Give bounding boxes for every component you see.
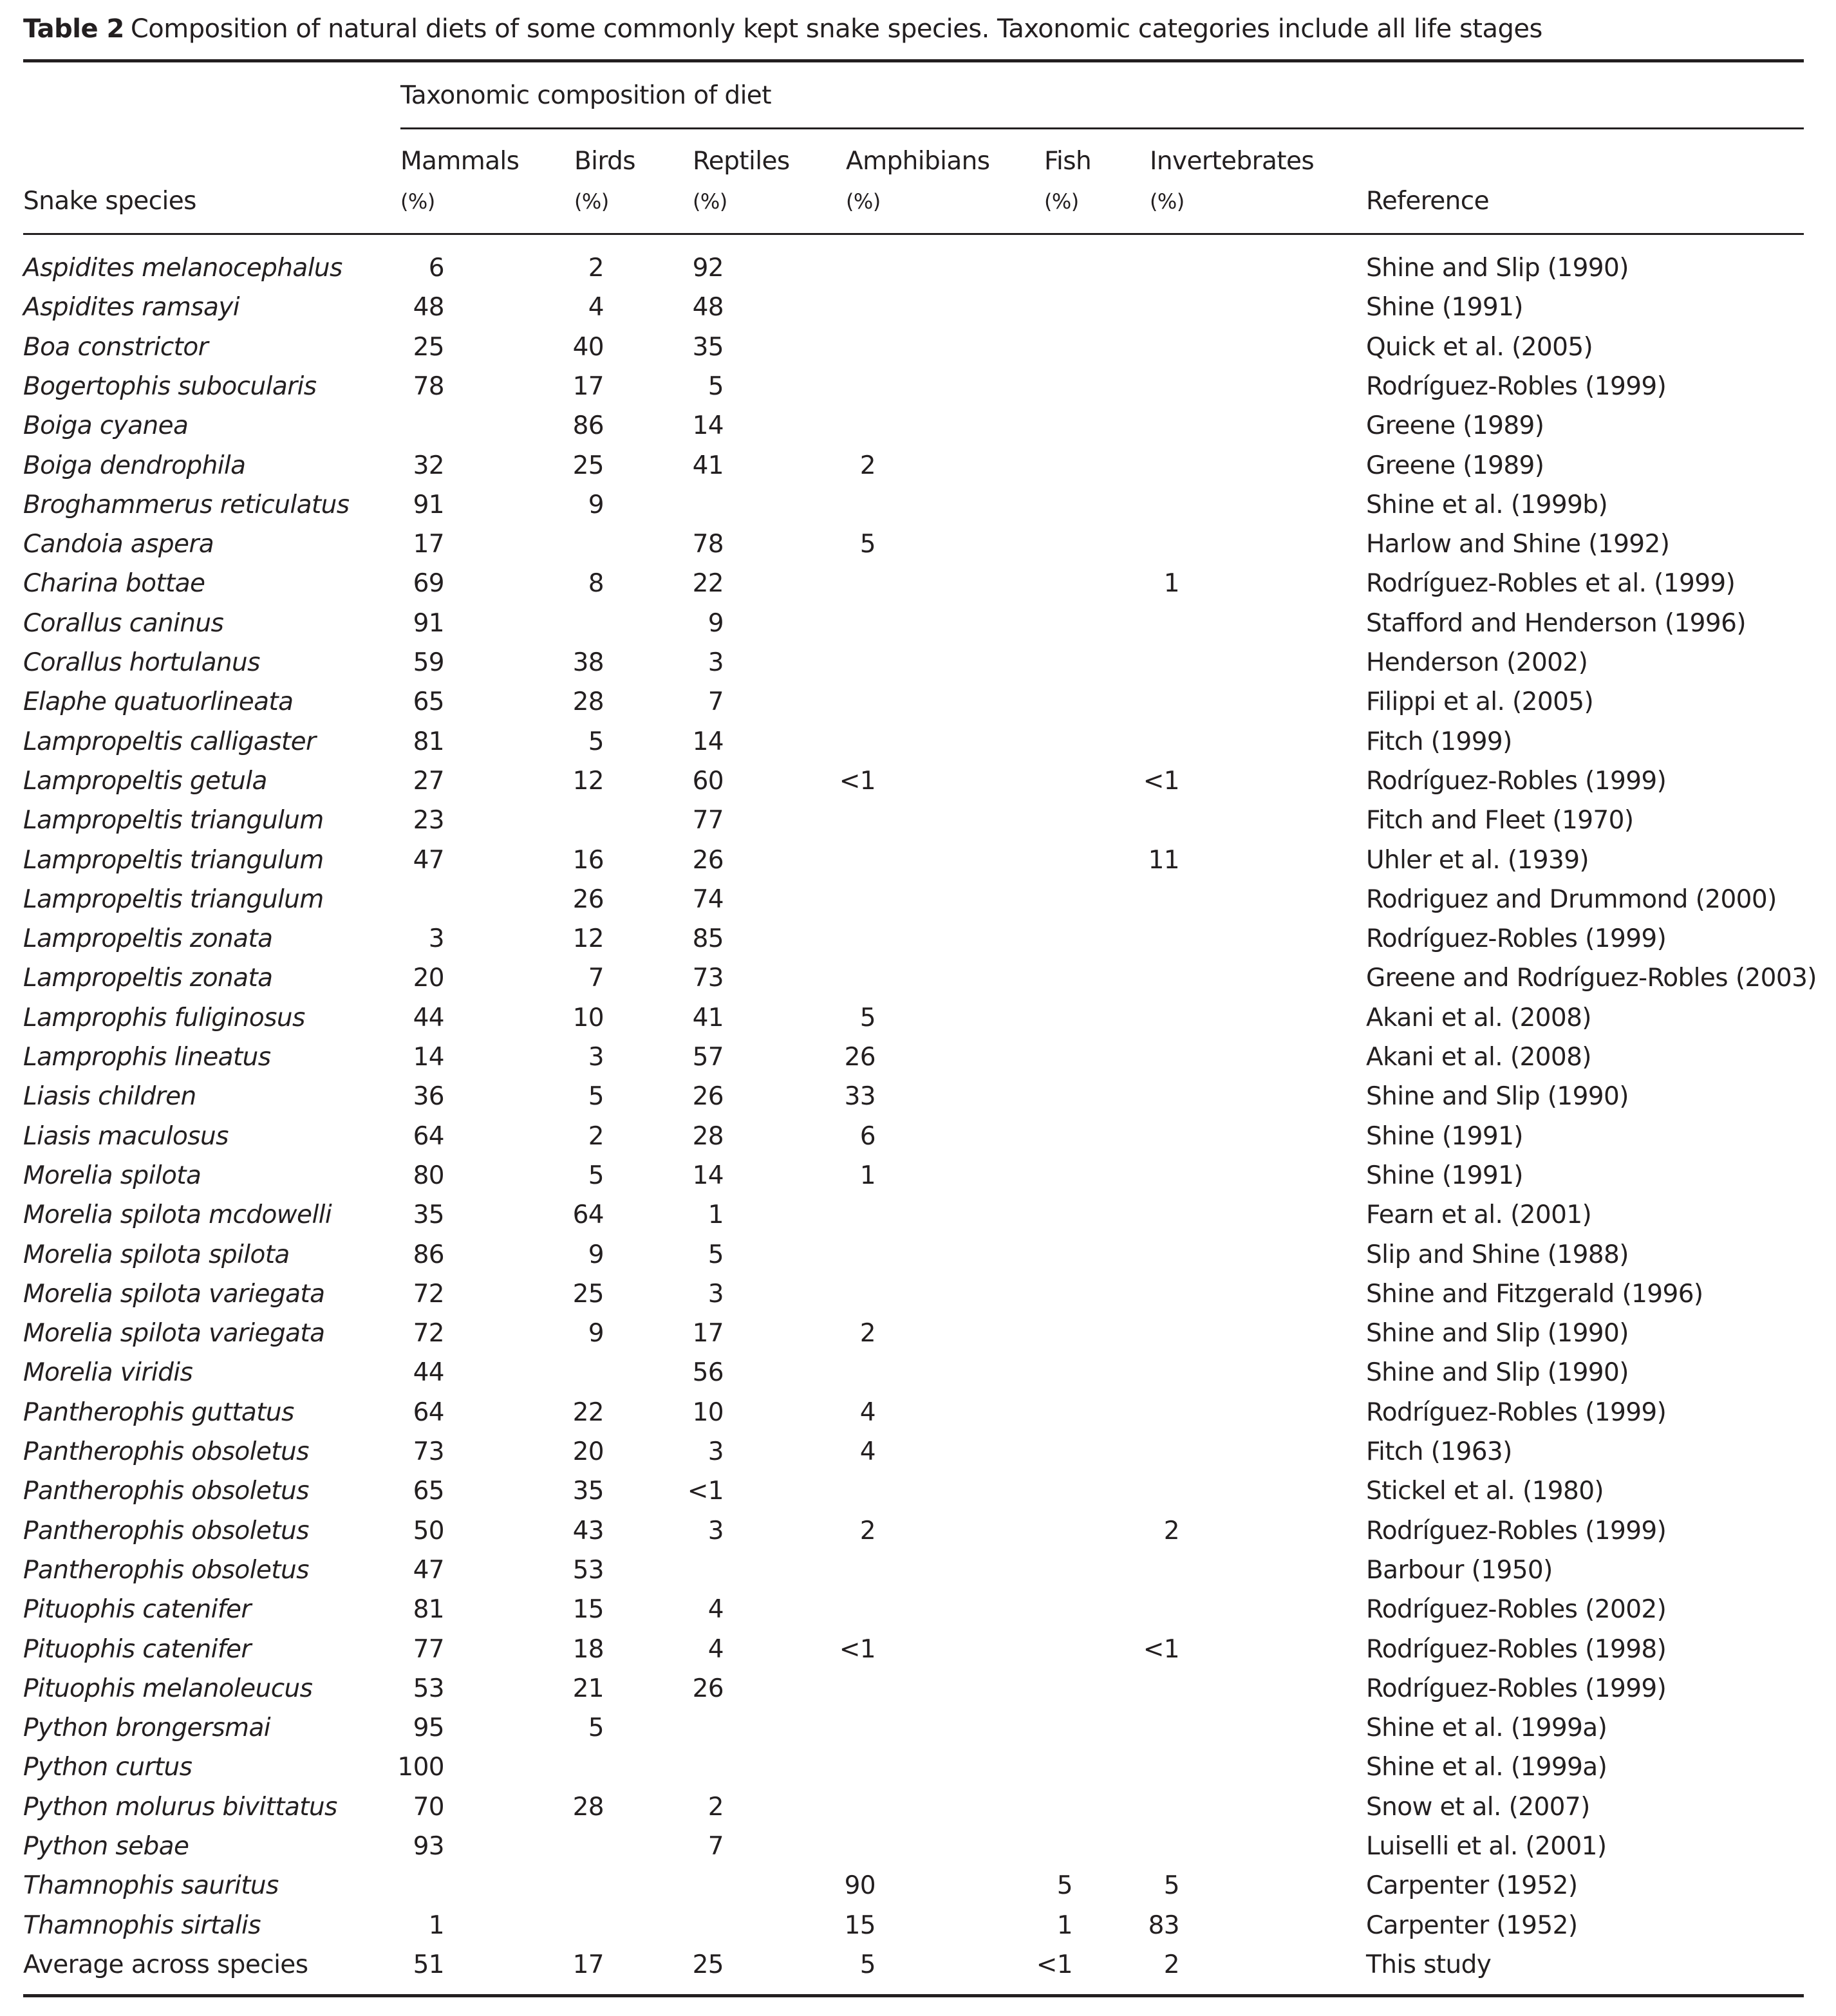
table-row: [0, 1793, 1836, 1832]
mammals-cell: 100: [397, 1753, 444, 1782]
reference-cell: Rodríguez-Robles (1999): [1366, 924, 1667, 954]
species-cell: Thamnophis sirtalis: [23, 1910, 261, 1940]
birds-cell: 5: [588, 1713, 604, 1743]
header-species: Snake species: [23, 187, 196, 216]
reptiles-cell: 26: [692, 845, 724, 875]
species-cell: Pantherophis obsoletus: [23, 1516, 309, 1545]
birds-cell: 7: [588, 964, 604, 993]
fish-cell: 5: [1056, 1871, 1073, 1901]
reference-cell: Rodríguez-Robles (1999): [1366, 1516, 1667, 1545]
reptiles-cell: 78: [692, 530, 724, 559]
table-row: [0, 1556, 1836, 1595]
mammals-cell: 1: [428, 1910, 444, 1940]
invertebrates-cell: 5: [1163, 1871, 1179, 1901]
mammals-cell: 44: [413, 1358, 444, 1388]
table-row: [0, 1161, 1836, 1200]
mammals-cell: 73: [413, 1437, 444, 1466]
table-row: [0, 806, 1836, 845]
mammals-cell: 95: [413, 1713, 444, 1743]
header-mammals: Mammals: [400, 147, 520, 176]
reptiles-cell: 4: [707, 1595, 724, 1625]
species-cell: Bogertophis subocularis: [23, 371, 317, 401]
mammals-cell: 77: [413, 1634, 444, 1664]
table-row: [0, 1517, 1836, 1556]
table-row: [0, 1595, 1836, 1634]
group-rule: [400, 127, 1804, 129]
mammals-cell: 70: [413, 1792, 444, 1822]
birds-cell: 2: [588, 1121, 604, 1151]
table-row: [0, 254, 1836, 293]
amphibians-cell: 2: [859, 451, 876, 480]
species-cell: Pituophis catenifer: [23, 1634, 251, 1664]
unit-birds: (%): [574, 189, 609, 214]
table-row: [0, 1477, 1836, 1516]
amphibians-cell: 4: [859, 1397, 876, 1427]
birds-cell: 40: [572, 332, 604, 362]
reptiles-cell: 2: [707, 1792, 724, 1822]
table-row: [0, 1437, 1836, 1477]
mammals-cell: 23: [413, 806, 444, 835]
birds-cell: 5: [588, 727, 604, 756]
birds-cell: 22: [572, 1397, 604, 1427]
species-cell: Corallus caninus: [23, 608, 224, 638]
unit-reptiles: (%): [693, 189, 727, 214]
mammals-cell: 47: [413, 1555, 444, 1585]
reference-cell: Quick et al. (2005): [1366, 332, 1593, 362]
reference-cell: Shine and Slip (1990): [1366, 1358, 1629, 1388]
species-cell: Pantherophis obsoletus: [23, 1437, 309, 1466]
birds-cell: 86: [572, 411, 604, 441]
reference-cell: Rodríguez-Robles (1999): [1366, 1397, 1667, 1427]
reptiles-cell: 41: [692, 1003, 724, 1032]
reptiles-cell: 77: [692, 806, 724, 835]
birds-cell: 12: [572, 924, 604, 954]
invertebrates-cell: 83: [1148, 1910, 1179, 1940]
table-row: [0, 1832, 1836, 1871]
reference-cell: Harlow and Shine (1992): [1366, 530, 1670, 559]
species-cell: Python curtus: [23, 1753, 192, 1782]
reference-cell: Fearn et al. (2001): [1366, 1200, 1592, 1230]
species-cell: Aspidites melanocephalus: [23, 254, 342, 283]
reptiles-cell: 26: [692, 1082, 724, 1112]
amphibians-cell: 90: [844, 1871, 876, 1901]
birds-cell: 2: [588, 254, 604, 283]
mammals-cell: 65: [413, 687, 444, 717]
species-cell: Lampropeltis calligaster: [23, 727, 316, 756]
reptiles-cell: 35: [692, 332, 724, 362]
species-cell: Morelia spilota spilota: [23, 1240, 290, 1269]
table-row: [0, 490, 1836, 530]
species-cell: Thamnophis sauritus: [23, 1871, 279, 1901]
reference-cell: Fitch and Fleet (1970): [1366, 806, 1634, 835]
mammals-cell: 78: [413, 371, 444, 401]
species-cell: Liasis maculosus: [23, 1121, 229, 1151]
table-row: [0, 1871, 1836, 1910]
table-row: [0, 1911, 1836, 1950]
reference-cell: This study: [1366, 1950, 1492, 1979]
mammals-cell: 17: [413, 530, 444, 559]
table-row: [0, 411, 1836, 451]
table-row: [0, 846, 1836, 885]
birds-cell: 25: [572, 451, 604, 480]
table-caption: [23, 14, 1542, 44]
birds-cell: 17: [572, 1950, 604, 1979]
reptiles-cell: 3: [707, 1279, 724, 1309]
fish-cell: 1: [1056, 1910, 1073, 1940]
reptiles-cell: 41: [692, 451, 724, 480]
table-row: [0, 293, 1836, 332]
species-cell: Lampropeltis getula: [23, 766, 267, 796]
invertebrates-cell: 2: [1163, 1516, 1179, 1545]
reference-cell: Rodriguez and Drummond (2000): [1366, 884, 1777, 914]
amphibians-cell: 33: [844, 1082, 876, 1112]
birds-cell: 21: [572, 1674, 604, 1703]
amphibians-cell: 2: [859, 1319, 876, 1349]
birds-cell: 26: [572, 884, 604, 914]
reference-cell: Snow et al. (2007): [1366, 1792, 1590, 1822]
mammals-cell: 91: [413, 608, 444, 638]
birds-cell: 64: [572, 1200, 604, 1230]
table-row: [0, 1043, 1836, 1082]
species-cell: Elaphe quatuorlineata: [23, 687, 294, 717]
reptiles-cell: 7: [707, 1832, 724, 1861]
species-cell: Corallus hortulanus: [23, 648, 260, 677]
table-row: [0, 964, 1836, 1003]
group-header: Taxonomic composition of diet: [400, 81, 771, 110]
mammals-cell: 86: [413, 1240, 444, 1269]
birds-cell: 10: [572, 1003, 604, 1032]
unit-fish: (%): [1044, 189, 1079, 214]
unit-invertebrates: (%): [1150, 189, 1185, 214]
reptiles-cell: 22: [692, 569, 724, 599]
species-cell: Morelia spilota: [23, 1161, 201, 1190]
reptiles-cell: 28: [692, 1121, 724, 1151]
birds-cell: 35: [572, 1477, 604, 1506]
species-cell: Broghammerus reticulatus: [23, 490, 350, 519]
table-row: [0, 1713, 1836, 1753]
birds-cell: 9: [588, 490, 604, 519]
birds-cell: 5: [588, 1082, 604, 1112]
birds-cell: 9: [588, 1319, 604, 1349]
reference-cell: Luiselli et al. (2001): [1366, 1832, 1607, 1861]
reptiles-cell: 17: [692, 1319, 724, 1349]
reptiles-cell: 9: [707, 608, 724, 638]
species-cell: Lampropeltis triangulum: [23, 806, 324, 835]
birds-cell: 3: [588, 1043, 604, 1072]
reptiles-cell: 4: [707, 1634, 724, 1664]
birds-cell: 38: [572, 648, 604, 677]
invertebrates-cell: <1: [1143, 766, 1179, 796]
amphibians-cell: 1: [859, 1161, 876, 1190]
species-cell: Morelia spilota variegata: [23, 1319, 325, 1349]
reference-cell: Shine and Slip (1990): [1366, 1082, 1629, 1112]
mammals-cell: 51: [413, 1950, 444, 1979]
invertebrates-cell: 2: [1163, 1950, 1179, 1979]
reptiles-cell: 14: [692, 1161, 724, 1190]
fish-cell: <1: [1036, 1950, 1073, 1979]
mammals-cell: 47: [413, 845, 444, 875]
reference-cell: Uhler et al. (1939): [1366, 845, 1589, 875]
invertebrates-cell: 1: [1163, 569, 1179, 599]
mammals-cell: 72: [413, 1319, 444, 1349]
reptiles-cell: 56: [692, 1358, 724, 1388]
mammals-cell: 64: [413, 1397, 444, 1427]
amphibians-cell: 26: [844, 1043, 876, 1072]
invertebrates-cell: 11: [1148, 845, 1179, 875]
amphibians-cell: <1: [839, 1634, 876, 1664]
birds-cell: 28: [572, 1792, 604, 1822]
amphibians-cell: 6: [859, 1121, 876, 1151]
species-cell: Morelia viridis: [23, 1358, 193, 1388]
mammals-cell: 80: [413, 1161, 444, 1190]
birds-cell: 5: [588, 1161, 604, 1190]
amphibians-cell: <1: [839, 766, 876, 796]
species-cell: Average across species: [23, 1950, 308, 1979]
birds-cell: 4: [588, 293, 604, 322]
table-row: [0, 1674, 1836, 1713]
birds-cell: 17: [572, 371, 604, 401]
table-row: [0, 333, 1836, 372]
table-row: [0, 451, 1836, 490]
species-cell: Charina bottae: [23, 569, 205, 599]
species-cell: Lampropeltis triangulum: [23, 845, 324, 875]
mammals-cell: 36: [413, 1082, 444, 1112]
mammals-cell: 32: [413, 451, 444, 480]
unit-amphibians: (%): [846, 189, 881, 214]
header-reptiles: Reptiles: [693, 147, 790, 176]
reference-cell: Rodríguez-Robles (1999): [1366, 371, 1667, 401]
reptiles-cell: 3: [707, 1437, 724, 1466]
reptiles-cell: <1: [687, 1477, 724, 1506]
header-reference: Reference: [1366, 187, 1489, 216]
species-cell: Boa constrictor: [23, 332, 209, 362]
table-row: [0, 1082, 1836, 1121]
mammals-cell: 44: [413, 1003, 444, 1032]
birds-cell: 28: [572, 687, 604, 717]
reference-cell: Shine (1991): [1366, 293, 1523, 322]
species-cell: Python brongersmai: [23, 1713, 270, 1743]
mammals-cell: 35: [413, 1200, 444, 1230]
table-row: [0, 569, 1836, 608]
mammals-cell: 81: [413, 1595, 444, 1625]
species-cell: Lampropeltis triangulum: [23, 884, 324, 914]
top-rule: [23, 59, 1804, 62]
header-amphibians: Amphibians: [846, 147, 990, 176]
table-row: [0, 530, 1836, 569]
birds-cell: 8: [588, 569, 604, 599]
reptiles-cell: 92: [692, 254, 724, 283]
amphibians-cell: 5: [859, 1003, 876, 1032]
header-fish: Fish: [1044, 147, 1092, 176]
table-row: [0, 1753, 1836, 1792]
species-cell: Lamprophis lineatus: [23, 1043, 271, 1072]
table-row: [0, 1358, 1836, 1397]
header-rule: [23, 233, 1804, 235]
birds-cell: 20: [572, 1437, 604, 1466]
bottom-rule: [23, 1994, 1804, 1997]
mammals-cell: 59: [413, 648, 444, 677]
table-row: [0, 609, 1836, 648]
table-row: [0, 372, 1836, 411]
reference-cell: Shine (1991): [1366, 1121, 1523, 1151]
reference-cell: Shine et al. (1999a): [1366, 1713, 1607, 1743]
reference-cell: Barbour (1950): [1366, 1555, 1553, 1585]
reference-cell: Slip and Shine (1988): [1366, 1240, 1629, 1269]
reference-cell: Stafford and Henderson (1996): [1366, 608, 1746, 638]
table-row: [0, 1635, 1836, 1674]
table-row: [0, 1003, 1836, 1043]
table-row: [0, 924, 1836, 964]
reference-cell: Greene (1989): [1366, 411, 1544, 441]
species-cell: Lampropeltis zonata: [23, 924, 273, 954]
birds-cell: 43: [572, 1516, 604, 1545]
species-cell: Liasis children: [23, 1082, 196, 1112]
table-row: [0, 1319, 1836, 1358]
reference-cell: Fitch (1963): [1366, 1437, 1512, 1466]
reference-cell: Stickel et al. (1980): [1366, 1477, 1604, 1506]
birds-cell: 25: [572, 1279, 604, 1309]
species-cell: Pantherophis obsoletus: [23, 1477, 309, 1506]
reptiles-cell: 25: [692, 1950, 724, 1979]
header-birds: Birds: [574, 147, 636, 176]
species-cell: Pituophis catenifer: [23, 1595, 251, 1625]
species-cell: Boiga cyanea: [23, 411, 189, 441]
mammals-cell: 65: [413, 1477, 444, 1506]
reference-cell: Akani et al. (2008): [1366, 1043, 1591, 1072]
reptiles-cell: 14: [692, 727, 724, 756]
mammals-cell: 53: [413, 1674, 444, 1703]
reference-cell: Akani et al. (2008): [1366, 1003, 1591, 1032]
reptiles-cell: 5: [707, 371, 724, 401]
table-row: [0, 648, 1836, 687]
birds-cell: 53: [572, 1555, 604, 1585]
birds-cell: 18: [572, 1634, 604, 1664]
mammals-cell: 91: [413, 490, 444, 519]
reference-cell: Greene (1989): [1366, 451, 1544, 480]
species-cell: Morelia spilota mcdowelli: [23, 1200, 332, 1230]
species-cell: Boiga dendrophila: [23, 451, 246, 480]
reference-cell: Greene and Rodríguez-Robles (2003): [1366, 964, 1817, 993]
reference-cell: Shine and Slip (1990): [1366, 254, 1629, 283]
species-cell: Pantherophis obsoletus: [23, 1555, 309, 1585]
reference-cell: Fitch (1999): [1366, 727, 1512, 756]
mammals-cell: 81: [413, 727, 444, 756]
reference-cell: Shine (1991): [1366, 1161, 1523, 1190]
species-cell: Candoia aspera: [23, 530, 214, 559]
reptiles-cell: 48: [692, 293, 724, 322]
mammals-cell: 48: [413, 293, 444, 322]
reptiles-cell: 73: [692, 964, 724, 993]
mammals-cell: 64: [413, 1121, 444, 1151]
reference-cell: Carpenter (1952): [1366, 1910, 1578, 1940]
mammals-cell: 27: [413, 766, 444, 796]
amphibians-cell: 4: [859, 1437, 876, 1466]
reference-cell: Shine and Fitzgerald (1996): [1366, 1279, 1703, 1309]
reptiles-cell: 26: [692, 1674, 724, 1703]
table-row: [0, 1122, 1836, 1161]
species-cell: Lampropeltis zonata: [23, 964, 273, 993]
mammals-cell: 25: [413, 332, 444, 362]
amphibians-cell: 5: [859, 530, 876, 559]
reference-cell: Shine et al. (1999a): [1366, 1753, 1607, 1782]
reptiles-cell: 60: [692, 766, 724, 796]
reference-cell: Rodríguez-Robles (1998): [1366, 1634, 1667, 1664]
table-row: [0, 1240, 1836, 1280]
species-cell: Pantherophis guttatus: [23, 1397, 294, 1427]
amphibians-cell: 15: [844, 1910, 876, 1940]
table-row: [0, 767, 1836, 806]
species-cell: Pituophis melanoleucus: [23, 1674, 313, 1703]
reptiles-cell: 1: [707, 1200, 724, 1230]
species-cell: Python molurus bivittatus: [23, 1792, 337, 1822]
reptiles-cell: 3: [707, 648, 724, 677]
table-row: [0, 1200, 1836, 1240]
reference-cell: Filippi et al. (2005): [1366, 687, 1594, 717]
header-invertebrates: Invertebrates: [1150, 147, 1315, 176]
reptiles-cell: 14: [692, 411, 724, 441]
birds-cell: 12: [572, 766, 604, 796]
invertebrates-cell: <1: [1143, 1634, 1179, 1664]
mammals-cell: 20: [413, 964, 444, 993]
caption-text: Composition of natural diets of some commonly kept snake species. Taxonomic categories include all life stages: [130, 14, 1542, 44]
mammals-cell: 14: [413, 1043, 444, 1072]
reptiles-cell: 7: [707, 687, 724, 717]
reptiles-cell: 3: [707, 1516, 724, 1545]
reference-cell: Carpenter (1952): [1366, 1871, 1578, 1901]
species-cell: Lamprophis fuliginosus: [23, 1003, 305, 1032]
reptiles-cell: 57: [692, 1043, 724, 1072]
mammals-cell: 3: [428, 924, 444, 954]
table-row: [0, 687, 1836, 727]
table-row: [0, 885, 1836, 924]
birds-cell: 15: [572, 1595, 604, 1625]
unit-mammals: (%): [400, 189, 435, 214]
reptiles-cell: 10: [692, 1397, 724, 1427]
reference-cell: Rodríguez-Robles (1999): [1366, 766, 1667, 796]
reptiles-cell: 74: [692, 884, 724, 914]
reference-cell: Rodríguez-Robles et al. (1999): [1366, 569, 1736, 599]
reference-cell: Rodríguez-Robles (2002): [1366, 1595, 1667, 1625]
table-label: Table 2: [23, 14, 124, 44]
birds-cell: 9: [588, 1240, 604, 1269]
mammals-cell: 93: [413, 1832, 444, 1861]
birds-cell: 16: [572, 845, 604, 875]
amphibians-cell: 2: [859, 1516, 876, 1545]
species-cell: Aspidites ramsayi: [23, 293, 240, 322]
reptiles-cell: 5: [707, 1240, 724, 1269]
table-row: [0, 1398, 1836, 1437]
reference-cell: Shine and Slip (1990): [1366, 1319, 1629, 1349]
reference-cell: Shine et al. (1999b): [1366, 490, 1608, 519]
table-row: [0, 1280, 1836, 1319]
average-row: [0, 1950, 1836, 1990]
mammals-cell: 50: [413, 1516, 444, 1545]
reference-cell: Henderson (2002): [1366, 648, 1588, 677]
mammals-cell: 72: [413, 1279, 444, 1309]
table-row: [0, 727, 1836, 767]
species-cell: Morelia spilota variegata: [23, 1279, 325, 1309]
species-cell: Python sebae: [23, 1832, 189, 1861]
amphibians-cell: 5: [859, 1950, 876, 1979]
mammals-cell: 69: [413, 569, 444, 599]
reference-cell: Rodríguez-Robles (1999): [1366, 1674, 1667, 1703]
reptiles-cell: 85: [692, 924, 724, 954]
mammals-cell: 6: [428, 254, 444, 283]
